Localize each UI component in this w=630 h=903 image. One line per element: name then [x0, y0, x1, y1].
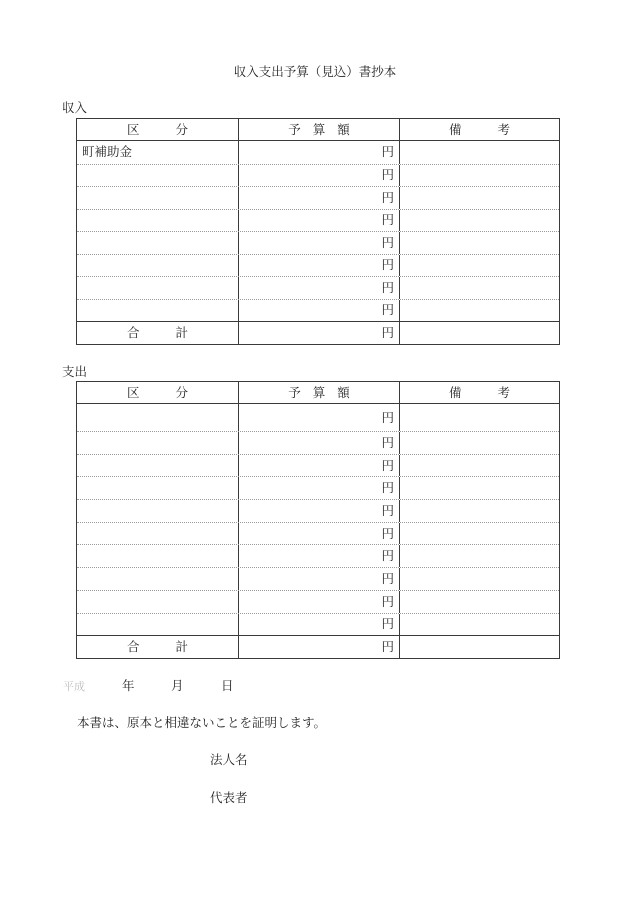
category-cell [77, 187, 238, 209]
header-glyph: 備 [448, 121, 462, 137]
header-glyph: 算 [312, 384, 326, 400]
yen-unit: 円 [381, 616, 394, 632]
yen-unit: 円 [381, 167, 394, 183]
yen-unit: 円 [381, 548, 394, 564]
representative-label: 代表者 [210, 790, 248, 805]
expense-rows [77, 404, 559, 635]
remarks-cell [399, 300, 559, 322]
yen-unit: 円 [381, 570, 394, 586]
total-glyph: 合 [126, 325, 140, 340]
yen-unit: 円 [381, 189, 394, 205]
header-amount [238, 119, 399, 140]
table-row [77, 141, 559, 164]
table-row [77, 544, 559, 567]
certification-text: 本書は、原本と相違ないことを証明します。 [77, 715, 327, 730]
yen-unit: 円 [381, 234, 394, 250]
table-row [77, 567, 559, 590]
table-row [77, 522, 559, 545]
income-section-label: 収入 [62, 100, 88, 115]
table-row [77, 499, 559, 522]
yen-unit: 円 [381, 457, 394, 473]
header-glyph: 分 [175, 384, 189, 400]
remarks-cell [399, 614, 559, 636]
total-label [77, 322, 238, 344]
yen-unit: 円 [381, 409, 394, 425]
header-glyph: 考 [497, 384, 511, 400]
yen-unit: 円 [381, 480, 394, 496]
amount-cell [238, 591, 399, 613]
table-header-row [77, 119, 559, 141]
table-row [77, 276, 559, 299]
amount-cell [238, 432, 399, 454]
amount-cell [238, 455, 399, 477]
category-text: 町補助金 [82, 144, 133, 160]
remarks-cell [399, 477, 559, 499]
remarks-cell [399, 455, 559, 477]
header-glyph: 額 [337, 384, 350, 400]
category-cell [77, 545, 238, 567]
amount-cell [238, 277, 399, 299]
remarks-cell [399, 545, 559, 567]
amount-cell [238, 232, 399, 254]
header-remarks [399, 382, 559, 403]
remarks-cell [399, 187, 559, 209]
remarks-cell [399, 141, 559, 164]
amount-cell [238, 614, 399, 636]
table-row [77, 613, 559, 636]
header-glyph: 備 [448, 384, 462, 400]
header-glyph: 額 [337, 121, 350, 137]
category-cell [77, 591, 238, 613]
table-row [77, 186, 559, 209]
remarks-cell [399, 232, 559, 254]
yen-unit: 円 [381, 144, 394, 160]
amount-cell [238, 545, 399, 567]
category-cell [77, 165, 238, 187]
yen-unit: 円 [381, 212, 394, 228]
total-label [77, 636, 238, 658]
category-cell [77, 232, 238, 254]
total-glyph: 計 [175, 639, 189, 655]
header-glyph: 考 [497, 121, 511, 137]
yen-unit: 円 [381, 257, 394, 273]
header-glyph: 区 [126, 121, 140, 137]
category-cell [77, 523, 238, 545]
total-amount-cell [238, 322, 399, 344]
remarks-cell [399, 591, 559, 613]
income-table [76, 118, 560, 345]
year-label: 年 [122, 678, 135, 693]
table-row [77, 454, 559, 477]
remarks-cell [399, 568, 559, 590]
amount-cell [238, 300, 399, 322]
remarks-cell [399, 523, 559, 545]
category-cell [77, 500, 238, 522]
yen-unit: 円 [381, 302, 394, 318]
table-row [77, 231, 559, 254]
month-label: 月 [171, 678, 184, 693]
expense-section-label: 支出 [62, 364, 88, 379]
category-cell [77, 432, 238, 454]
category-cell [77, 300, 238, 322]
category-cell [77, 568, 238, 590]
amount-cell [238, 187, 399, 209]
category-cell [77, 477, 238, 499]
total-row [77, 635, 559, 658]
amount-cell [238, 404, 399, 431]
yen-unit: 円 [381, 325, 394, 340]
era-label: 平成 [63, 680, 85, 693]
category-cell [77, 255, 238, 277]
amount-cell [238, 141, 399, 164]
yen-unit: 円 [381, 525, 394, 541]
header-amount [238, 382, 399, 403]
table-row [77, 476, 559, 499]
total-amount-cell [238, 636, 399, 658]
remarks-cell [399, 404, 559, 431]
total-remarks-cell [399, 636, 559, 658]
category-cell [77, 455, 238, 477]
remarks-cell [399, 165, 559, 187]
yen-unit: 円 [381, 639, 394, 655]
total-glyph: 合 [126, 639, 140, 655]
header-category [77, 119, 238, 140]
header-glyph: 分 [175, 121, 189, 137]
remarks-cell [399, 277, 559, 299]
table-row [77, 404, 559, 431]
table-row [77, 209, 559, 232]
category-cell [77, 404, 238, 431]
income-rows [77, 141, 559, 321]
amount-cell [238, 165, 399, 187]
header-glyph: 予 [288, 384, 301, 400]
amount-cell [238, 477, 399, 499]
category-cell [77, 614, 238, 636]
header-category [77, 382, 238, 403]
yen-unit: 円 [381, 434, 394, 450]
corporation-name-label: 法人名 [210, 752, 248, 767]
amount-cell [238, 500, 399, 522]
table-row [77, 590, 559, 613]
header-remarks [399, 119, 559, 140]
day-label: 日 [221, 678, 234, 693]
yen-unit: 円 [381, 279, 394, 295]
amount-cell [238, 210, 399, 232]
category-cell [77, 210, 238, 232]
amount-cell [238, 255, 399, 277]
total-row [77, 321, 559, 344]
table-row [77, 299, 559, 322]
table-row [77, 431, 559, 454]
table-row [77, 254, 559, 277]
amount-cell [238, 523, 399, 545]
remarks-cell [399, 210, 559, 232]
category-cell [77, 141, 238, 164]
remarks-cell [399, 500, 559, 522]
yen-unit: 円 [381, 593, 394, 609]
yen-unit: 円 [381, 502, 394, 518]
remarks-cell [399, 432, 559, 454]
category-cell [77, 277, 238, 299]
amount-cell [238, 568, 399, 590]
header-glyph: 予 [288, 121, 301, 137]
total-remarks-cell [399, 322, 559, 344]
header-glyph: 区 [126, 384, 140, 400]
remarks-cell [399, 255, 559, 277]
total-glyph: 計 [175, 325, 189, 340]
expense-table [76, 381, 560, 659]
table-row [77, 164, 559, 187]
header-glyph: 算 [312, 121, 326, 137]
table-header-row [77, 382, 559, 404]
document-title: 収入支出予算（見込）書抄本 [233, 64, 397, 79]
